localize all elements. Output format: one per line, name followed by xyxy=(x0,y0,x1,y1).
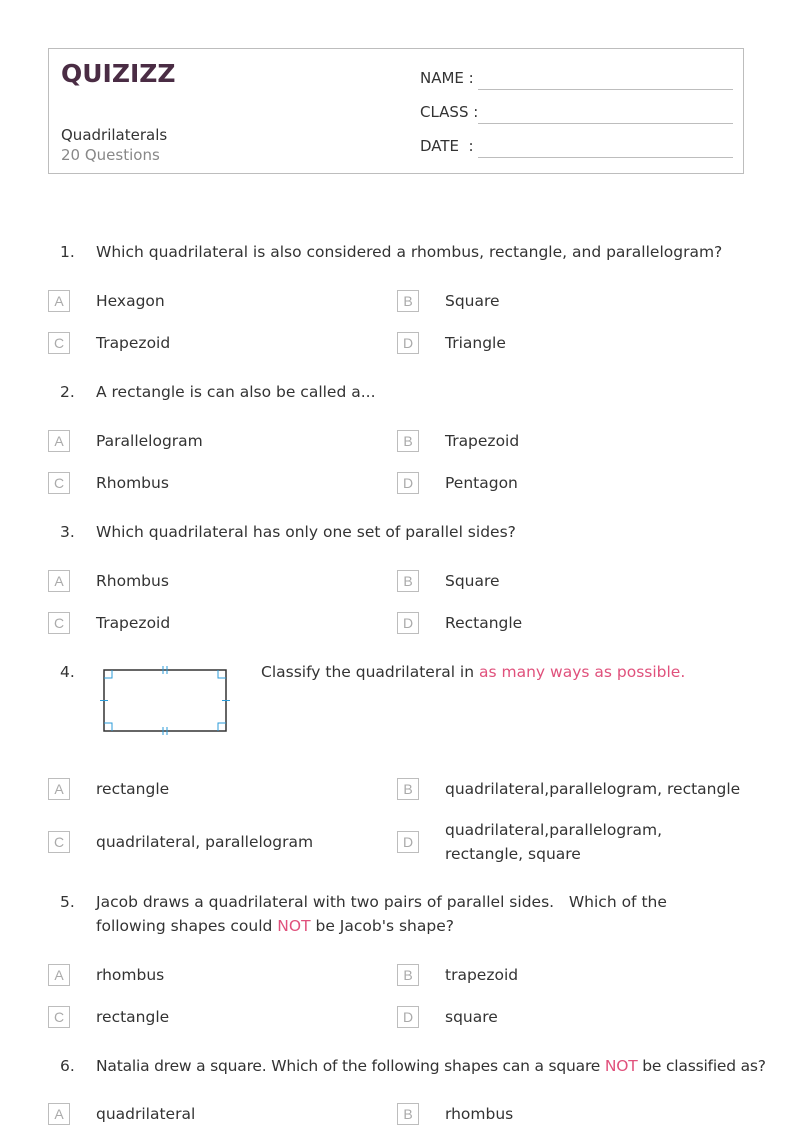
option-letter-b[interactable]: B xyxy=(397,1103,419,1125)
question-number: 1. xyxy=(60,243,75,261)
right-angle-mark xyxy=(104,723,112,731)
option-letter-d[interactable]: D xyxy=(397,472,419,494)
quizizz-logo: QUIZIZZ xyxy=(61,59,176,88)
question-text xyxy=(96,1054,786,1078)
question-text-plain-end: be Jacob's shape? xyxy=(310,917,454,935)
class-field[interactable] xyxy=(478,123,733,124)
option-letter-b[interactable]: B xyxy=(397,778,419,800)
option-a[interactable]: rectangle xyxy=(96,780,170,798)
question-number: 3. xyxy=(60,523,75,541)
option-a[interactable]: Parallelogram xyxy=(96,432,203,450)
question-text-highlight: as many ways as possible. xyxy=(479,663,686,681)
option-b[interactable]: trapezoid xyxy=(445,966,519,984)
option-letter-b[interactable]: B xyxy=(397,290,419,312)
option-d[interactable]: square xyxy=(445,1008,498,1026)
question-count: 20 Questions xyxy=(61,146,160,164)
date-field[interactable] xyxy=(478,157,733,158)
question-text-plain: Jacob draws a quadrilateral with two pairs of parallel sides. Which of the following shapes could xyxy=(96,893,672,935)
question-text-highlight: NOT xyxy=(604,1057,638,1075)
option-b[interactable]: Square xyxy=(445,572,500,590)
rectangle-outline xyxy=(104,670,226,731)
option-letter-c[interactable]: C xyxy=(48,332,70,354)
question-text-plain-end: be classified as? xyxy=(637,1057,766,1075)
option-d[interactable]: Triangle xyxy=(445,334,506,352)
option-a[interactable]: Hexagon xyxy=(96,292,165,310)
option-c[interactable]: Rhombus xyxy=(96,474,169,492)
option-letter-a[interactable]: A xyxy=(48,430,70,452)
option-c[interactable]: Trapezoid xyxy=(96,614,171,632)
worksheet-title: Quadrilaterals xyxy=(61,126,168,144)
option-letter-b[interactable]: B xyxy=(397,430,419,452)
option-b[interactable]: Square xyxy=(445,292,500,310)
option-letter-d[interactable]: D xyxy=(397,332,419,354)
question-number: 6. xyxy=(60,1057,75,1075)
question-text xyxy=(261,660,741,684)
question-number: 4. xyxy=(60,663,75,681)
right-angle-mark xyxy=(218,723,226,731)
option-d[interactable]: quadrilateral,parallelogram, rectangle, square xyxy=(445,821,663,863)
option-letter-c[interactable]: C xyxy=(48,472,70,494)
worksheet-header xyxy=(48,48,744,174)
option-d[interactable]: Rectangle xyxy=(445,614,523,632)
date-label: DATE : xyxy=(420,137,474,155)
option-d[interactable]: Pentagon xyxy=(445,474,518,492)
question-text: A rectangle is can also be called a... xyxy=(96,383,376,401)
question-number: 5. xyxy=(60,893,75,911)
option-letter-a[interactable]: A xyxy=(48,778,70,800)
right-angle-mark xyxy=(218,670,226,678)
question-text xyxy=(96,890,716,938)
rectangle-diagram xyxy=(98,664,234,738)
name-label: NAME : xyxy=(420,69,474,87)
option-c[interactable]: rectangle xyxy=(96,1008,170,1026)
option-letter-c[interactable]: C xyxy=(48,831,70,853)
option-b[interactable]: quadrilateral,parallelogram, rectangle xyxy=(445,780,741,798)
option-letter-a[interactable]: A xyxy=(48,290,70,312)
option-b[interactable]: Trapezoid xyxy=(445,432,520,450)
option-a[interactable]: Rhombus xyxy=(96,572,169,590)
option-c[interactable]: quadrilateral, parallelogram xyxy=(96,833,314,851)
option-letter-b[interactable]: B xyxy=(397,964,419,986)
option-letter-a[interactable]: A xyxy=(48,964,70,986)
option-c[interactable]: Trapezoid xyxy=(96,334,171,352)
class-label: CLASS : xyxy=(420,103,479,121)
right-angle-mark xyxy=(104,670,112,678)
question-text-plain: Classify the quadrilateral in xyxy=(261,663,479,681)
question-number: 2. xyxy=(60,383,75,401)
option-letter-c[interactable]: C xyxy=(48,1006,70,1028)
option-letter-d[interactable]: D xyxy=(397,1006,419,1028)
option-letter-d[interactable]: D xyxy=(397,612,419,634)
question-text-plain: Natalia drew a square. Which of the following shapes can a square xyxy=(96,1057,605,1075)
question-text-highlight: NOT xyxy=(277,917,311,935)
option-letter-b[interactable]: B xyxy=(397,570,419,592)
option-letter-c[interactable]: C xyxy=(48,612,70,634)
option-letter-a[interactable]: A xyxy=(48,570,70,592)
option-a[interactable]: rhombus xyxy=(96,966,165,984)
option-letter-d[interactable]: D xyxy=(397,831,419,853)
option-b[interactable]: rhombus xyxy=(445,1105,514,1123)
question-text: Which quadrilateral has only one set of parallel sides? xyxy=(96,523,516,541)
name-field[interactable] xyxy=(478,89,733,90)
question-text: Which quadrilateral is also considered a rhombus, rectangle, and parallelogram? xyxy=(96,243,723,261)
option-letter-a[interactable]: A xyxy=(48,1103,70,1125)
option-a[interactable]: quadrilateral xyxy=(96,1105,196,1123)
